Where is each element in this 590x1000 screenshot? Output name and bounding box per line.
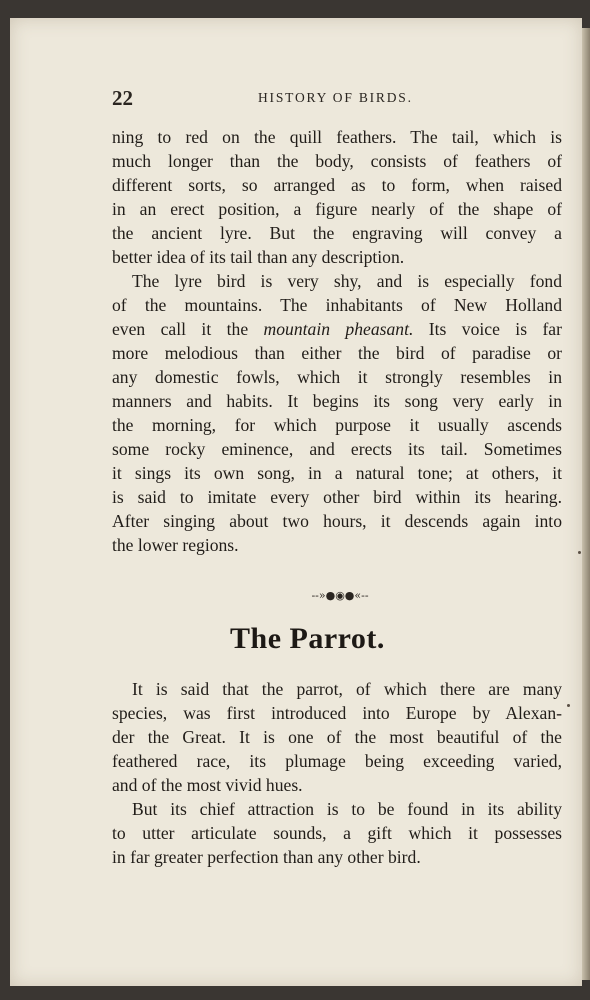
italic-phrase: mountain pheasant. [263, 319, 414, 339]
text-line: species, was first introduced into Europe by Alexan- [112, 703, 562, 723]
text-line: The lyre bird is very shy, and is especially fond [132, 271, 562, 291]
text-line: any domestic fowls, which it strongly resembles in [112, 367, 562, 387]
page-number: 22 [112, 86, 133, 110]
text-line: it sings its own song, in a natural tone; at others, it [112, 463, 562, 483]
text-line: some rocky eminence, and erects its tail. Sometimes [112, 439, 562, 459]
text-line: and of the most vivid hues. [112, 775, 303, 795]
running-head: HISTORY OF BIRDS. [258, 90, 413, 105]
text-line: der the Great. It is one of the most beautiful of the [112, 727, 562, 747]
body-text-top [112, 125, 562, 557]
paragraph [112, 797, 562, 869]
paragraph [112, 125, 562, 269]
text-line: in far greater perfection than any other bird. [112, 847, 421, 867]
text-line: It is said that the parrot, of which there are many [132, 679, 562, 699]
paragraph [112, 269, 562, 557]
text-line: more melodious than either the bird of paradise or [112, 343, 562, 363]
text-line: the morning, for which purpose it usually ascends [112, 415, 562, 435]
text-line: in an erect position, a figure nearly of the shape of [112, 199, 562, 219]
text-line: feathered race, its plumage being exceeding varied, [112, 751, 562, 771]
page-edge [582, 28, 590, 980]
page-header [112, 86, 560, 110]
paragraph [112, 677, 562, 797]
text-line: of the mountains. The inhabitants of New Holland [112, 295, 562, 315]
text-line: the ancient lyre. But the engraving will convey a [112, 223, 562, 243]
text-line: better idea of its tail than any description. [112, 247, 405, 267]
text-line: the lower regions. [112, 535, 239, 555]
text-segment: even call it the [112, 319, 264, 339]
paper-speck [567, 704, 570, 707]
text-line: manners and habits. It begins its song very early in [112, 391, 562, 411]
text-line: to utter articulate sounds, a gift which it possesses [112, 823, 562, 843]
body-text-bottom [112, 677, 562, 869]
paper-speck [578, 551, 581, 554]
text-line: different sorts, so arranged as to form, when raised [112, 175, 562, 195]
text-line: is said to imitate every other bird within its hearing. [112, 487, 562, 507]
section-title: The Parrot. [230, 622, 385, 655]
text-line: much longer than the body, consists of feathers of [112, 151, 562, 171]
text-line: But its chief attraction is to be found in its ability [132, 799, 562, 819]
text-line: After singing about two hours, it descends again into [112, 511, 562, 531]
section-ornament: --»●◉●«-- [311, 589, 369, 602]
text-line-mixed [112, 317, 562, 341]
text-segment: Its voice is far [413, 319, 562, 339]
text-line: ning to red on the quill feathers. The tail, which is [112, 127, 562, 147]
